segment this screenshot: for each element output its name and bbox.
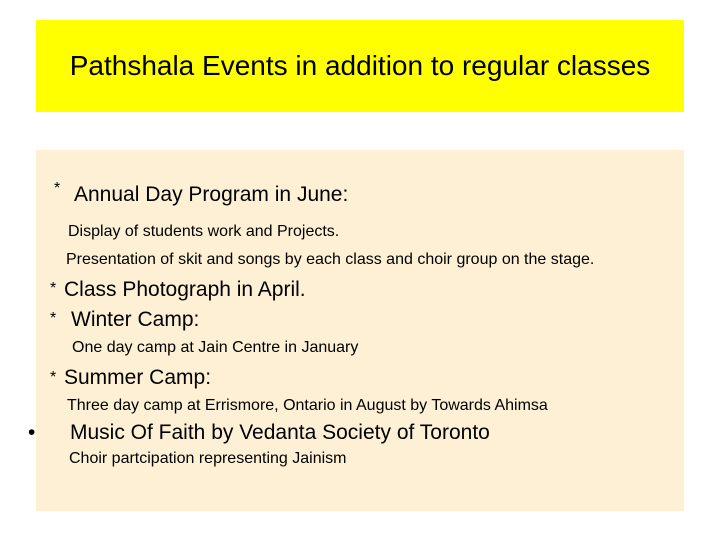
item-2-heading: Class Photograph in April. [64, 278, 306, 301]
item-5-heading: Music Of Faith by Vedanta Society of Toronto [70, 421, 490, 444]
item-1-bullet: * [54, 180, 61, 197]
item-3-detail-1: One day camp at Jain Centre in January [72, 339, 359, 356]
item-5-detail-1: Choir partcipation representing Jainism [69, 450, 347, 467]
item-5-bullet: • [28, 421, 36, 444]
item-1-heading [74, 183, 348, 207]
slide-title: Pathshala Events in addition to regular classes [69, 50, 651, 81]
item-1-heading-suffix: : [342, 183, 349, 206]
item-1-detail-1: Display of students work and Projects. [68, 223, 340, 240]
content-panel [28, 150, 684, 511]
item-2-bullet: * [50, 280, 57, 297]
item-4-bullet: * [50, 369, 57, 386]
item-1-detail-2: Presentation of skit and songs by each class and choir group on the stage. [66, 251, 595, 268]
item-3-bullet: * [50, 310, 57, 327]
item-4-heading: Summer Camp: [64, 366, 212, 389]
item-1-heading-text: Annual Day Program in June [74, 183, 343, 206]
item-4-detail-1: Three day camp at Errismore, Ontario in August by Towards Ahimsa [67, 397, 548, 414]
title-banner [36, 20, 684, 112]
item-3-heading: Winter Camp: [71, 308, 200, 331]
